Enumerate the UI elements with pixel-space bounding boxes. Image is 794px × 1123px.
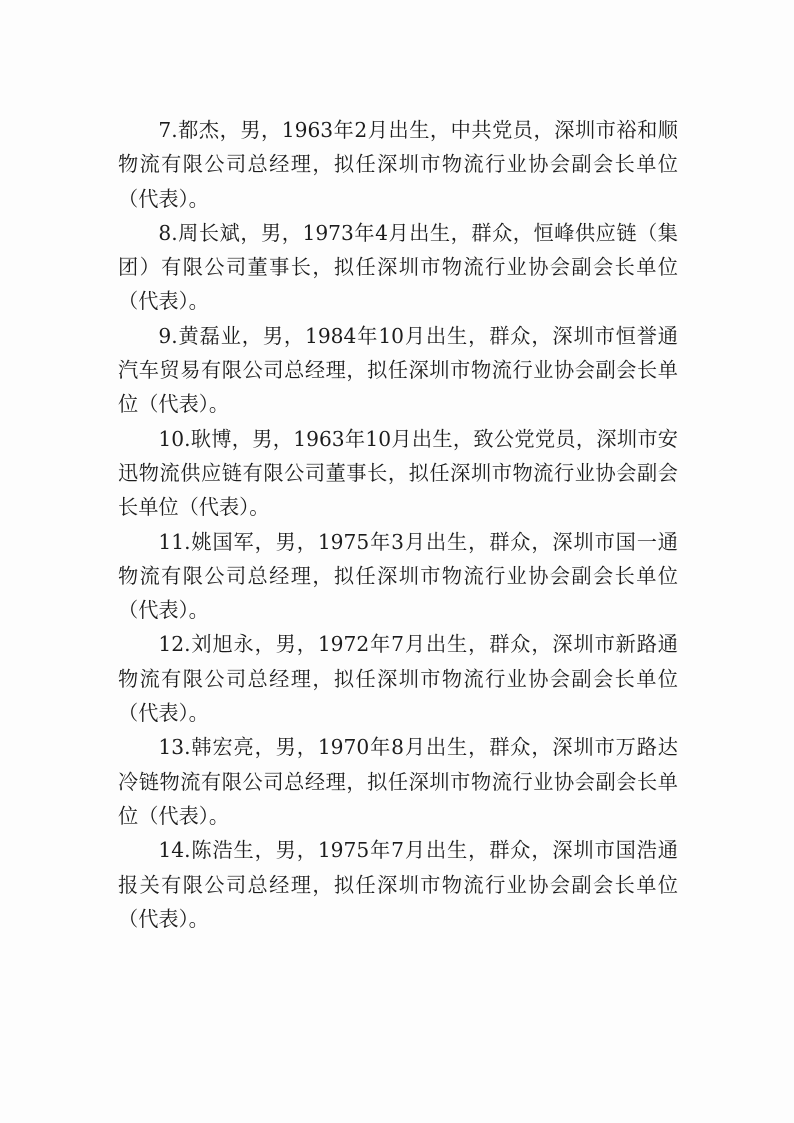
list-item: 10.耿博，男，1963年10月出生，致公党党员，深圳市安迅物流供应链有限公司董事长，拟任深圳市物流行业协会副会长单位（代表）。 [118,426,678,520]
list-item: 12.刘旭永，男，1972年7月出生，群众，深圳市新路通物流有限公司总经理，拟任深圳市物流行业协会副会长单位（代表）。 [118,632,678,726]
list-item: 7.都杰，男，1963年2月出生，中共党员，深圳市裕和顺物流有限公司总经理，拟任深圳市物流行业协会副会长单位（代表）。 [118,118,678,211]
list-item: 9.黄磊业，男，1984年10月出生，群众，深圳市恒誉通汽车贸易有限公司总经理，拟任深圳市物流行业协会副会长单位（代表）。 [118,323,678,417]
list-item: 14.陈浩生，男，1975年7月出生，群众，深圳市国浩通报关有限公司总经理，拟任深圳市物流行业协会副会长单位（代表）。 [118,838,678,931]
list-item: 13.韩宏亮，男，1970年8月出生，群众，深圳市万路达冷链物流有限公司总经理，拟任深圳市物流行业协会副会长单位（代表）。 [118,735,678,828]
list-item: 11.姚国军，男，1975年3月出生，群众，深圳市国一通物流有限公司总经理，拟任深圳市物流行业协会副会长单位（代表）。 [118,529,678,623]
list-item: 8.周长斌，男，1973年4月出生，群众，恒峰供应链（集团）有限公司董事长，拟任深圳市物流行业协会副会长单位（代表）。 [118,220,678,314]
document-body [118,113,678,936]
